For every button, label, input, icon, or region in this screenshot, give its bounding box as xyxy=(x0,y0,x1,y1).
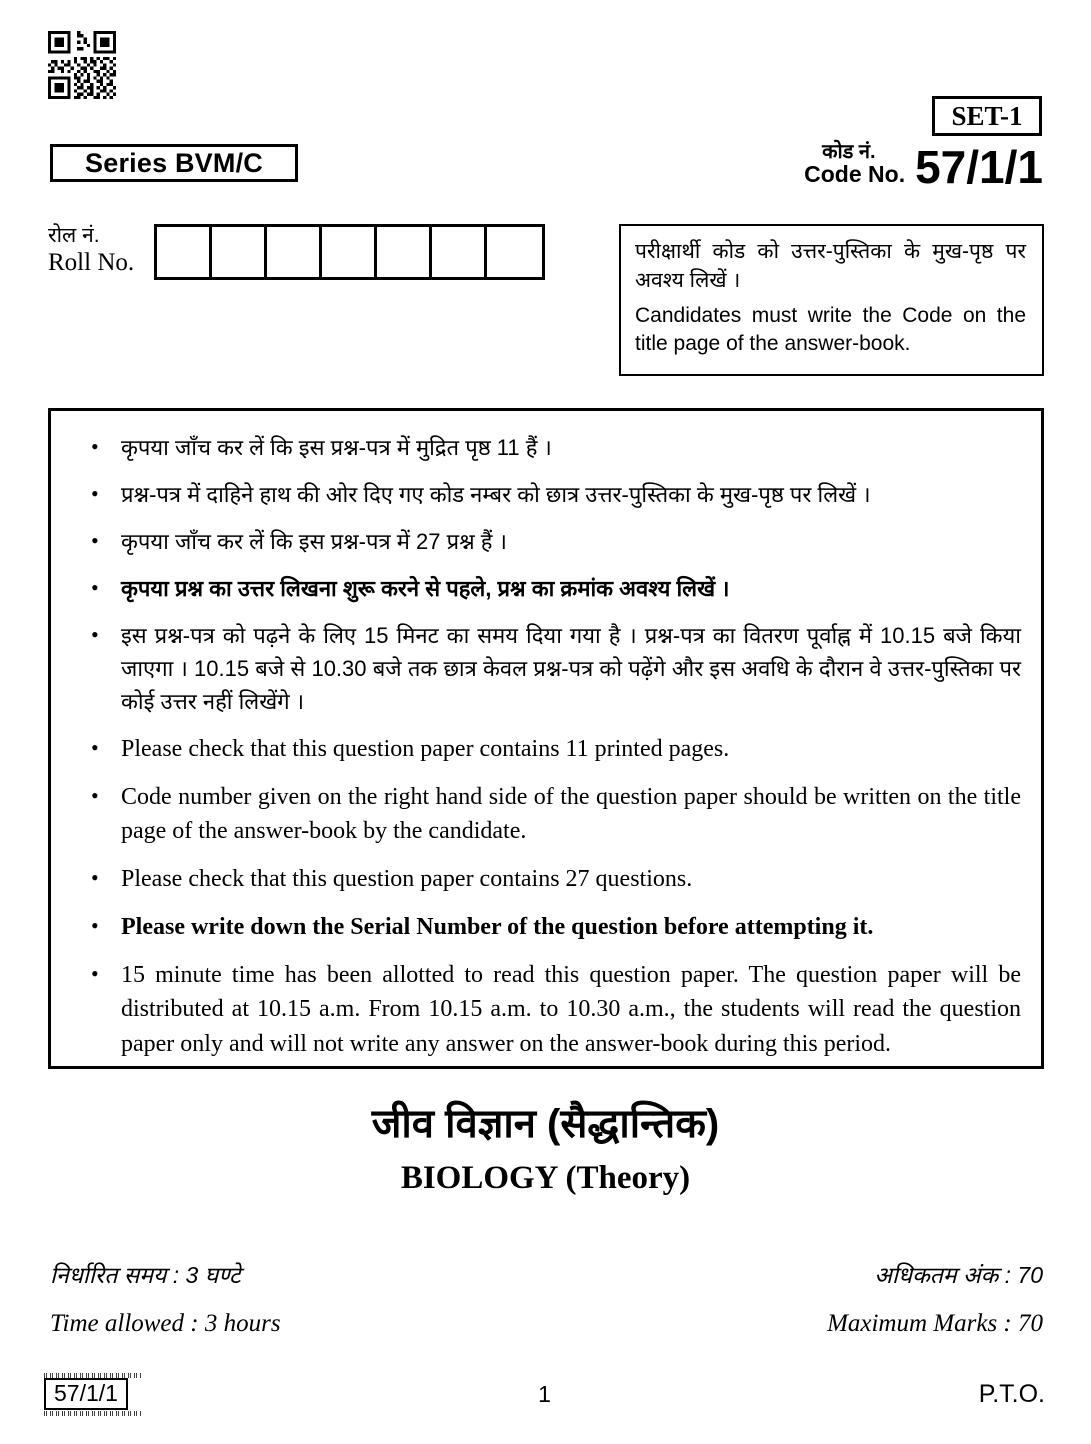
series-box xyxy=(50,144,298,182)
bullet-icon: • xyxy=(91,735,99,760)
bullet-icon: • xyxy=(91,575,99,600)
instruction-text: 15 minute time has been allotted to read this question paper. The question paper will be distributed at 10.15 a.m. From 10.15 a.m. to 10.30 a.m., the students will read the question paper only and will not write any answer on the answer-book during this period. xyxy=(121,962,1021,1057)
roll-no-field xyxy=(48,222,545,280)
exam-meta-hindi xyxy=(50,1258,1043,1290)
bullet-icon: • xyxy=(91,481,99,506)
bullet-icon: • xyxy=(91,961,99,987)
page-title-hindi: जीव विज्ञान (सैद्धान्तिक) xyxy=(371,1102,720,1146)
roll-no-cell[interactable] xyxy=(432,227,487,277)
qr-code-icon xyxy=(48,31,116,99)
maximum-marks-hindi: अधिकतम अंक : 70 xyxy=(874,1262,1043,1288)
footer-code-badge: 57/1/1 xyxy=(44,1378,128,1410)
instruction-text: इस प्रश्न-पत्र को पढ़ने के लिए 15 मिनट का समय दिया गया है । प्रश्न-पत्र का वितरण पूर्वाह्न में 10.15 बजे किया जाएगा । 10.15 बजे से 10.30 बजे तक छात्र केवल प्रश्न-पत्र को पढ़ेंगे और इस अवधि के दौरान वे उत्तर-पुस्तिका पर कोई उत्तर नहीं लिखेंगे । xyxy=(121,623,1021,714)
roll-no-label-hindi: रोल नं. xyxy=(48,224,100,247)
instruction-item xyxy=(73,910,1021,944)
time-allowed-english: Time allowed : 3 hours xyxy=(50,1310,281,1337)
instruction-text: Please write down the Serial Number of the question before attempting it. xyxy=(121,914,874,941)
instruction-item xyxy=(73,431,1021,464)
roll-no-cell[interactable] xyxy=(267,227,322,277)
code-no-value: 57/1/1 xyxy=(915,141,1043,194)
bullet-icon: • xyxy=(91,528,99,553)
bullet-icon: • xyxy=(91,913,99,939)
code-no-labels xyxy=(804,142,905,190)
footer-barcode-strip-bottom xyxy=(44,1411,142,1416)
candidate-note-english: Candidates must write the Code on the title page of the answer-book. xyxy=(635,303,1026,356)
roll-no-cell[interactable] xyxy=(157,227,212,277)
series-label: Series BVM/C xyxy=(85,147,263,178)
maximum-marks-english: Maximum Marks : 70 xyxy=(827,1310,1043,1337)
instruction-item xyxy=(73,478,1021,511)
instruction-text: कृपया जाँच कर लें कि इस प्रश्न-पत्र में 27 प्रश्न हैं । xyxy=(121,529,507,554)
candidate-note-box xyxy=(619,224,1044,376)
instruction-item xyxy=(73,780,1021,848)
instruction-item xyxy=(73,862,1021,896)
bullet-icon: • xyxy=(91,783,99,809)
page-title-english: BIOLOGY (Theory) xyxy=(400,1160,691,1196)
instruction-text: Please check that this question paper contains 27 questions. xyxy=(121,866,693,893)
code-no-label-hindi: कोड नं. xyxy=(822,141,876,163)
roll-no-input-boxes[interactable] xyxy=(154,224,545,280)
instruction-item xyxy=(73,572,1021,605)
instruction-item xyxy=(73,732,1021,766)
instructions-box xyxy=(48,408,1044,1069)
instruction-item xyxy=(73,619,1021,718)
exam-meta-english xyxy=(50,1310,1043,1338)
page-number: 1 xyxy=(538,1381,551,1407)
code-no-block xyxy=(804,141,1043,194)
instructions-list xyxy=(73,431,1021,1061)
instruction-text: कृपया जाँच कर लें कि इस प्रश्न-पत्र में मुद्रित पृष्ठ 11 हैं । xyxy=(121,435,552,460)
roll-no-cell[interactable] xyxy=(487,227,542,277)
page-footer xyxy=(44,1375,1045,1421)
roll-no-label-english: Roll No. xyxy=(48,249,135,277)
roll-no-labels xyxy=(48,222,154,277)
set-label: SET-1 xyxy=(951,100,1023,131)
roll-no-cell[interactable] xyxy=(322,227,377,277)
instruction-item xyxy=(73,958,1021,1060)
instruction-item xyxy=(73,525,1021,558)
instruction-text: Code number given on the right hand side of the question paper should be written on the title page of the answer-book by the candidate. xyxy=(121,784,1021,845)
roll-no-cell[interactable] xyxy=(377,227,432,277)
pto-label: P.T.O. xyxy=(978,1380,1045,1408)
set-box xyxy=(932,96,1042,136)
instruction-text: Please check that this question paper contains 11 printed pages. xyxy=(121,736,730,762)
bullet-icon: • xyxy=(91,622,99,647)
roll-no-cell[interactable] xyxy=(212,227,267,277)
bullet-icon: • xyxy=(91,865,99,891)
bullet-icon: • xyxy=(91,434,99,459)
candidate-note-hindi: परीक्षार्थी कोड को उत्तर-पुस्तिका के मुख-पृष्ठ पर अवश्य लिखें । xyxy=(635,240,1026,292)
code-no-label-english: Code No. xyxy=(804,160,906,187)
time-allowed-hindi: निर्धारित समय : 3 घण्टे xyxy=(50,1262,241,1288)
instruction-text: प्रश्न-पत्र में दाहिने हाथ की ओर दिए गए कोड नम्बर को छात्र उत्तर-पुस्तिका के मुख-पृष्ठ पर लिखें । xyxy=(121,482,871,507)
instruction-text: कृपया प्रश्न का उत्तर लिखना शुरू करने से पहले, प्रश्न का क्रमांक अवश्य लिखें । xyxy=(121,576,730,601)
